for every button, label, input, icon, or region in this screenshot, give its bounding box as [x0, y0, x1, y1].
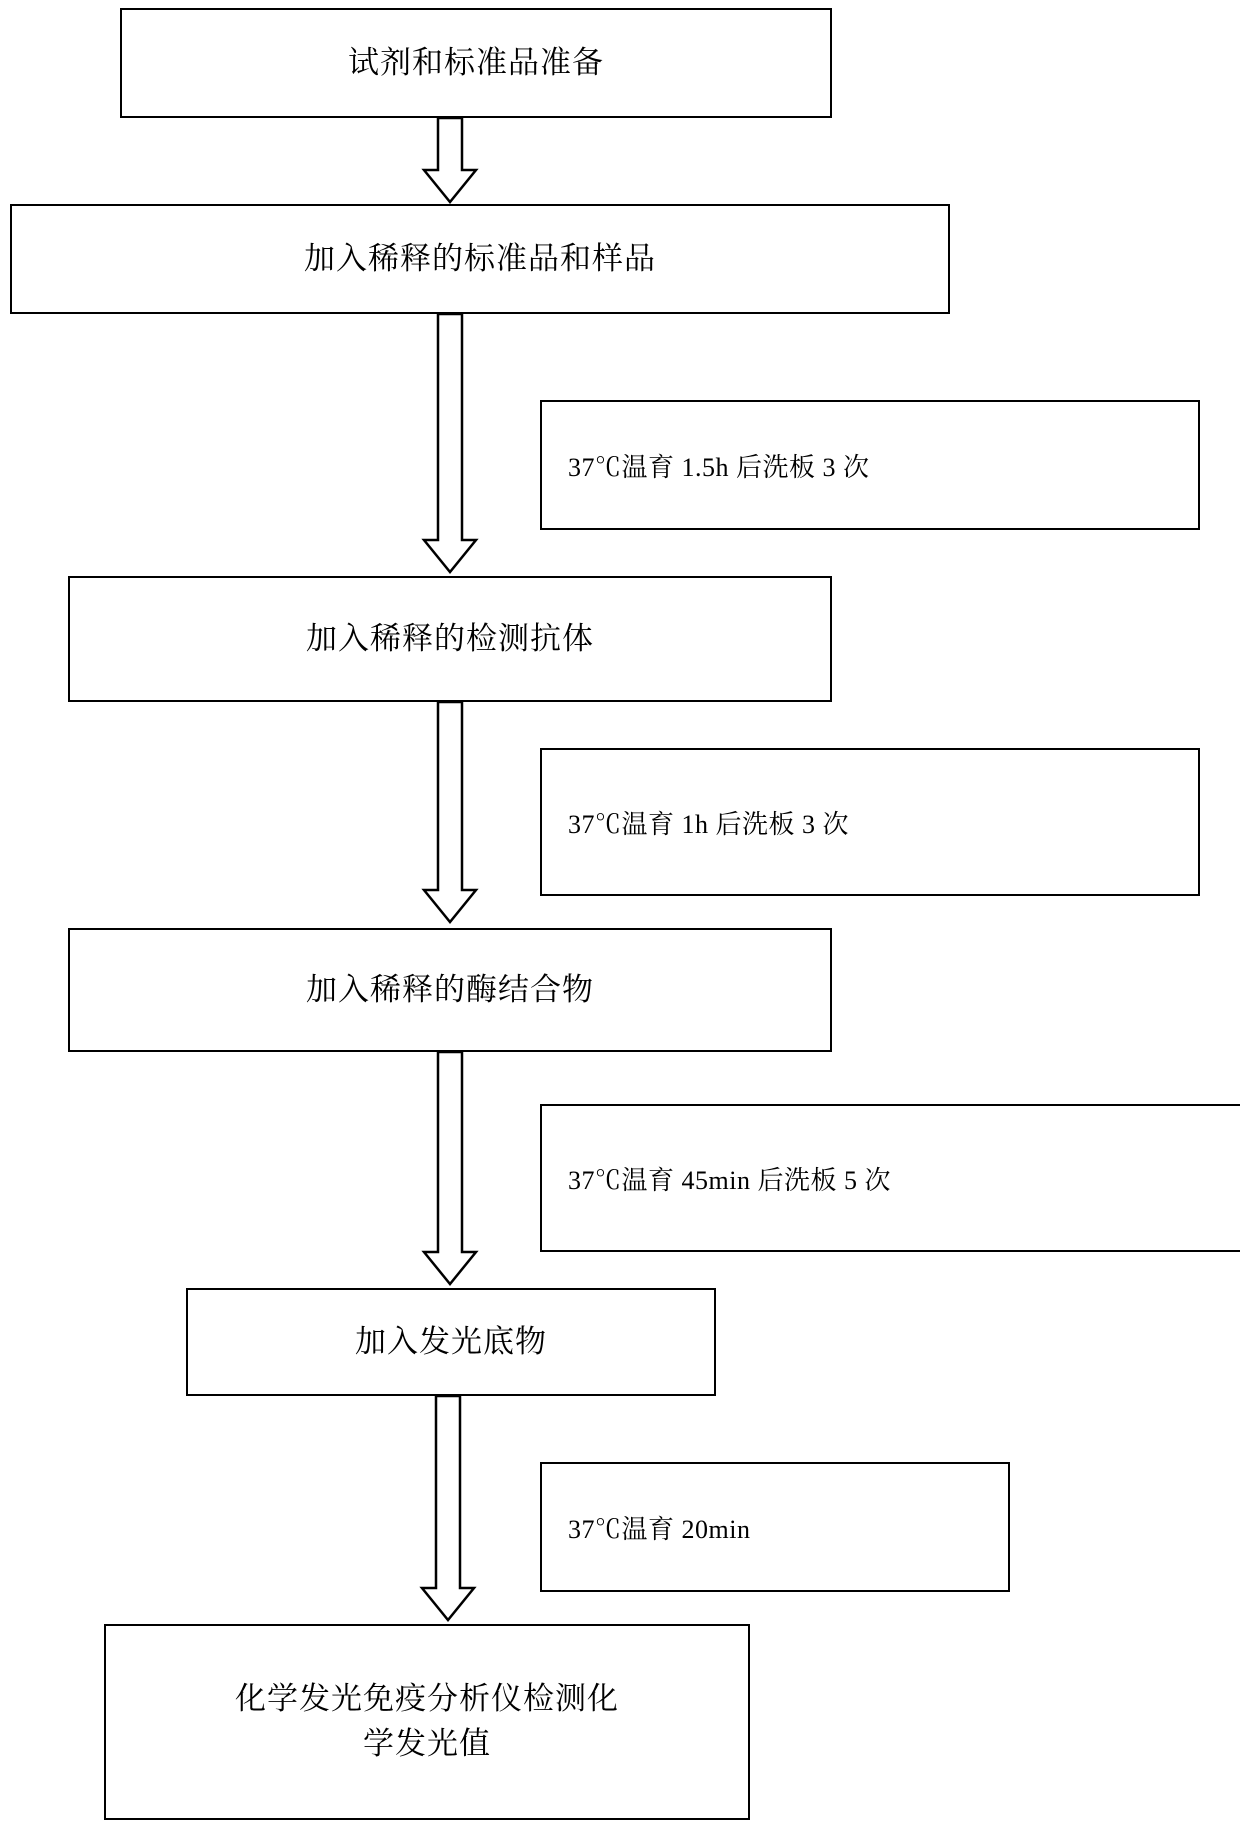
- flow-node-label: 加入稀释的标准品和样品: [304, 240, 656, 276]
- flow-node-step3: [68, 576, 832, 702]
- flow-note-note4: [540, 1462, 1010, 1592]
- flow-node-label: 化学发光免疫分析仪检测化 学发光值: [235, 1681, 619, 1761]
- flow-node-step4: [68, 928, 832, 1052]
- flow-connector-arrow4: [420, 1052, 480, 1286]
- flow-note-label: 37℃温育 1.5h 后洗板 3 次: [568, 452, 870, 482]
- flow-note-label: 37℃温育 20min: [568, 1514, 751, 1544]
- flow-node-step1: [120, 8, 832, 118]
- flow-node-label: 加入稀释的酶结合物: [306, 971, 594, 1007]
- flow-node-step6: [104, 1624, 750, 1820]
- flow-connector-arrow1: [420, 118, 480, 204]
- flow-node-label: 试剂和标准品准备: [348, 44, 604, 80]
- flow-note-note3: [540, 1104, 1240, 1252]
- flow-node-label: 加入发光底物: [355, 1323, 547, 1359]
- flow-node-step2: [10, 204, 950, 314]
- flow-connector-arrow2: [420, 314, 480, 574]
- flow-connector-arrow5: [418, 1396, 478, 1622]
- flow-note-label: 37℃温育 1h 后洗板 3 次: [568, 809, 850, 839]
- flow-note-note1: [540, 400, 1200, 530]
- flow-note-label: 37℃温育 45min 后洗板 5 次: [568, 1165, 891, 1195]
- flow-node-step5: [186, 1288, 716, 1396]
- flow-note-note2: [540, 748, 1200, 896]
- flow-node-label: 加入稀释的检测抗体: [306, 620, 594, 656]
- flow-connector-arrow3: [420, 702, 480, 924]
